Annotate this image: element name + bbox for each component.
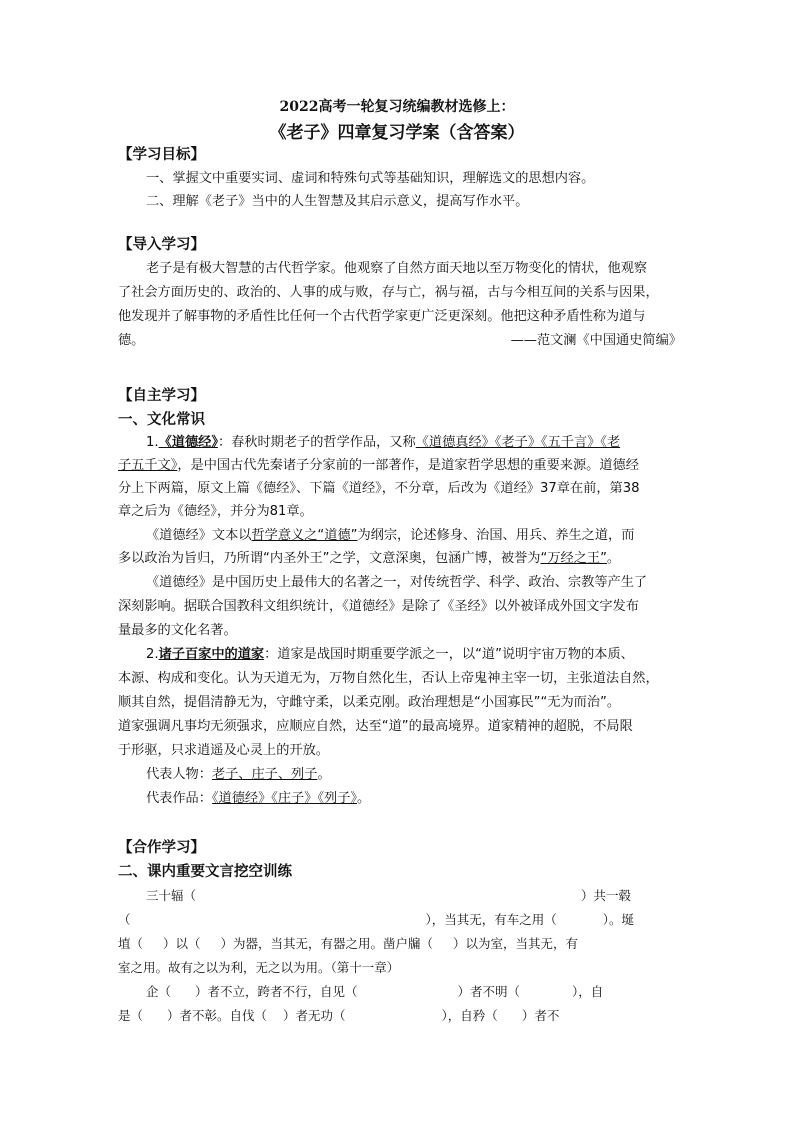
fill-line-3: [118, 932, 684, 956]
item-number: 1.: [146, 435, 159, 450]
fill-text: ）为器，当其无，有器之用。凿户牖（: [220, 936, 434, 951]
item2-number: 2.: [146, 647, 159, 662]
intro-line-3: 他发现并了解事物的矛盾性比任何一个古代哲学家更广泛更深刻。他把这种矛盾性称为道与: [118, 309, 646, 324]
fill-line-5: [146, 980, 712, 1004]
para2-text-2a: 多以政治为旨归，乃所谓“内圣外王”之学，文意深奥，包涵广博，被誉为: [118, 551, 541, 566]
intro-source: ——范文澜《中国通史简编》: [510, 333, 682, 348]
para2-line2: [118, 547, 684, 571]
fill-text: ）以为室，当其无，有: [453, 936, 579, 951]
goal-item-1: 一、掌握文中重要实词、虚词和特殊句式等基础知识，理解选文的思想内容。: [146, 171, 595, 186]
culture-item2-line4: 道家强调凡事均无须强求，应顺应自然，达至“道”的最高境界。道家精神的超脱，不局限: [118, 719, 633, 734]
fill-text: ），当其无，有车之用（: [425, 912, 557, 927]
intro-line-4: 德。: [118, 333, 145, 348]
fill-text: ）。埏: [602, 912, 635, 927]
subheading-culture: 一、文化常识: [118, 412, 205, 428]
representative-works: [146, 787, 712, 811]
fill-line-1: [146, 884, 712, 908]
section-heading-intro: 【导入学习】: [118, 237, 205, 253]
para2-daode: 哲学意义之“道德”: [251, 528, 358, 543]
works-list: 《道德经》《庄子》《列子》: [211, 791, 357, 806]
culture-item1-line3: 分上下两篇，原文上篇《德经》、下篇《道经》，不分章，后改为《道经》37章在前，第38: [118, 481, 640, 496]
term-daodejing: 《道德经》: [158, 435, 218, 450]
fill-text: ）者不立，跨者不行，自见（: [195, 984, 358, 999]
para2-line1: [146, 524, 712, 548]
item1-alias-cont: 子五千文》: [118, 458, 178, 473]
fill-text: 室之用。故有之以为利，无之以为用。（第十一章）: [118, 960, 400, 975]
item1-text-cont: ，是中国古代先秦诸子分家前的一部著作，是道家哲学思想的重要来源。道德经: [177, 458, 639, 473]
para2-text-2c: 。: [606, 551, 621, 566]
section-heading-coop: 【合作学习】: [118, 840, 205, 856]
term-daojia: 诸子百家中的道家: [158, 647, 265, 662]
para3-line3: 量最多的文化名著。: [118, 623, 237, 638]
culture-item2-line2: 本源、构成和变化。认为天道无为，万物自然化生，否认上帝鬼神主宰一切，主张道法自然，: [118, 671, 659, 686]
subheading-fill-blank: 二、课内重要文言挖空训练: [118, 864, 292, 880]
item2-text: ：道家是战国时期重要学派之一，以“道”说明宇宙万物的本质、: [264, 647, 634, 662]
goal-item-2: 二、理解《老子》当中的人生智慧及其启示意义，提高写作水平。: [146, 194, 529, 209]
fill-text: 三十辐（: [146, 888, 197, 903]
fill-text: ）者不彰。自伐（: [167, 1008, 268, 1023]
culture-item2-line1: [146, 643, 712, 667]
document-title-line2: 《老子》四章复习学案（含答案）: [269, 123, 525, 143]
intro-line-1: 老子是有极大智慧的古代哲学家。他观察了自然方面天地以至万物变化的情状，他观察: [146, 261, 648, 276]
works-end: 。: [356, 791, 371, 806]
section-heading-self-study: 【自主学习】: [118, 388, 205, 404]
fill-text: （: [118, 912, 131, 927]
item1-text: ：春秋时期老子的哲学作品，又称: [217, 435, 416, 450]
document-title-line1: 2022高考一轮复习统编教材选修上：: [279, 99, 515, 115]
para3-line1: 《道德经》是中国历史上最伟大的名著之一，对传统哲学、科学、政治、宗教等产生了: [146, 575, 648, 590]
fill-text: 是（: [118, 1008, 144, 1023]
para2-text-c: 为纲宗，论述修身、治国、用兵、养生之道，而: [357, 528, 635, 543]
culture-item1-line1: [146, 431, 712, 455]
intro-line-2: 了社会方面历史的、政治的、人事的成与败，存与亡，祸与福，古与今相互间的关系与因果，: [118, 285, 659, 300]
section-heading-goals: 【学习目标】: [118, 147, 205, 163]
para3-line2: 深刻影响。据联合国教科文组织统计，《道德经》是除了《圣经》以外被译成外国文字发布: [118, 599, 639, 614]
culture-item1-line4: 章之后为《德经》，并分为81章。: [118, 504, 313, 519]
fill-text: ），自矜（: [441, 1008, 498, 1023]
works-label: 代表作品：: [146, 791, 212, 806]
fill-text: ）者无功（: [283, 1008, 346, 1023]
people-end: 。: [317, 767, 331, 782]
para2-text-a: 《道德经》文本以: [146, 528, 252, 543]
fill-line-6: [118, 1004, 684, 1028]
representative-people: [146, 763, 712, 787]
fill-line-4: [118, 956, 684, 980]
fill-text: ）以（: [163, 936, 201, 951]
people-label: 代表人物：: [146, 767, 212, 782]
culture-item2-line3: 顺其自然，提倡清静无为，守雌守柔，以柔克刚。政治理想是“小国寡民”“无为而治”。: [118, 695, 621, 710]
fill-text: ）者不明（: [457, 984, 521, 999]
fill-text: ）者不: [521, 1008, 560, 1023]
culture-item2-line5: 于形驱，只求逍遥及心灵上的开放。: [118, 743, 329, 758]
people-list: 老子、庄子、列子: [211, 767, 318, 782]
fill-text: ），自: [572, 984, 604, 999]
fill-line-2: [118, 908, 684, 932]
item1-aliases: 《道德真经》《老子》《五千言》《老: [415, 435, 621, 450]
fill-text: 企（: [146, 984, 172, 999]
culture-item1-line2: [118, 454, 684, 478]
para2-wanjing: “万经之王”: [540, 551, 607, 566]
fill-text: ）共一毂: [581, 888, 632, 903]
fill-text: 埴（: [118, 936, 144, 951]
